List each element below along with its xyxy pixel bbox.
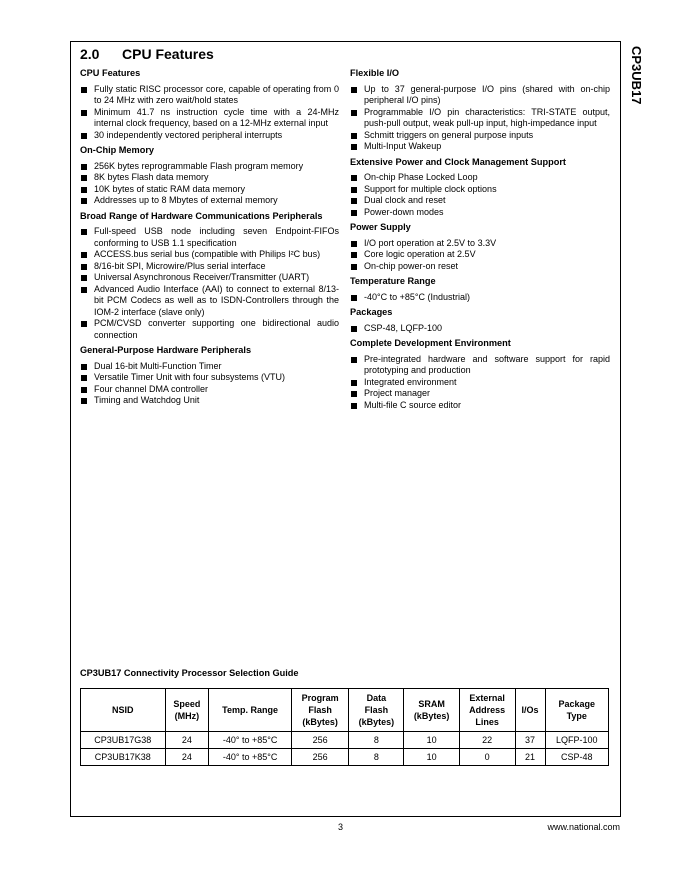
feature-item: Fully static RISC processor core, capable of operating from 0 to 24 MHz with zero wait/hold states [80, 84, 339, 107]
table-header-row [81, 689, 609, 732]
feature-item: -40°C to +85°C (Industrial) [350, 292, 610, 304]
table-header-cell: Data Flash (kBytes) [349, 689, 404, 732]
table-cell: 256 [292, 732, 349, 749]
feature-heading: Temperature Range [350, 276, 436, 286]
feature-item: Universal Asynchronous Receiver/Transmitter (UART) [80, 272, 339, 284]
feature-list [350, 84, 610, 153]
feature-item: Multi-Input Wakeup [350, 141, 610, 153]
feature-heading: Flexible I/O [350, 68, 400, 78]
feature-heading: Power Supply [350, 222, 411, 232]
table-header-cell: I/Os [515, 689, 545, 732]
table-header-cell: External Address Lines [459, 689, 515, 732]
feature-list [80, 161, 339, 207]
feature-list [350, 292, 610, 304]
page-number: 3 [338, 822, 344, 832]
feature-item: 8/16-bit SPI, Microwire/Plus serial interface [80, 261, 339, 273]
feature-item: Schmitt triggers on general purpose inputs [350, 130, 610, 142]
table-header-cell: NSID [81, 689, 166, 732]
feature-item: Power-down modes [350, 207, 610, 219]
feature-item: Support for multiple clock options [350, 184, 610, 196]
table-body [81, 732, 609, 766]
feature-item: PCM/CVSD converter supporting one bidirectional audio connection [80, 318, 339, 341]
feature-list [350, 238, 610, 273]
section-number: 2.0 [80, 46, 100, 62]
feature-list [80, 226, 339, 341]
feature-heading: Packages [350, 307, 393, 317]
table-cell: 8 [349, 749, 404, 766]
feature-item: I/O port operation at 2.5V to 3.3V [350, 238, 610, 250]
table-cell: 10 [404, 732, 459, 749]
table-cell: 10 [404, 749, 459, 766]
feature-item: Full-speed USB node including seven Endpoint-FIFOs conforming to USB 1.1 specification [80, 226, 339, 249]
table-cell: -40° to +85°C [209, 749, 292, 766]
feature-item: Timing and Watchdog Unit [80, 395, 339, 407]
feature-heading: Complete Development Environment [350, 338, 511, 348]
table-cell: LQFP-100 [545, 732, 608, 749]
table-cell: 256 [292, 749, 349, 766]
feature-heading: General-Purpose Hardware Peripherals [80, 345, 252, 355]
table-header-cell: Program Flash (kBytes) [292, 689, 349, 732]
table-cell: CSP-48 [545, 749, 608, 766]
feature-item: Pre-integrated hardware and software support for rapid prototyping and production [350, 354, 610, 377]
feature-item: On-chip power-on reset [350, 261, 610, 273]
table-header-cell: Speed (MHz) [165, 689, 209, 732]
feature-item: Dual clock and reset [350, 195, 610, 207]
feature-item: 8K bytes Flash data memory [80, 172, 339, 184]
table-header-cell: SRAM (kBytes) [404, 689, 459, 732]
feature-item: Four channel DMA controller [80, 384, 339, 396]
table-cell: 8 [349, 732, 404, 749]
feature-item: Programmable I/O pin characteristics: TRI-STATE output, push-pull output, weak pull-up input, high-impedance input [350, 107, 610, 130]
feature-item: 30 independently vectored peripheral interrupts [80, 130, 339, 142]
feature-list [80, 84, 339, 142]
feature-item: Project manager [350, 388, 610, 400]
section-title [80, 46, 214, 62]
feature-item: Dual 16-bit Multi-Function Timer [80, 361, 339, 373]
feature-heading: Extensive Power and Clock Management Support [350, 156, 566, 167]
side-title-text: CP3UB17 [629, 46, 644, 105]
feature-list [350, 354, 610, 412]
table-row [81, 749, 609, 766]
feature-item: Multi-file C source editor [350, 400, 610, 412]
table-cell: -40° to +85°C [209, 732, 292, 749]
table-cell: 21 [515, 749, 545, 766]
feature-list [350, 323, 610, 335]
feature-item: Minimum 41.7 ns instruction cycle time with a 24-MHz internal clock frequency, based on a 12-MHz external input [80, 107, 339, 130]
side-title [628, 46, 648, 105]
table-cell: 22 [459, 732, 515, 749]
left-column [80, 68, 339, 411]
feature-item: Integrated environment [350, 377, 610, 389]
table-cell: 24 [165, 732, 209, 749]
feature-heading: On-Chip Memory [80, 145, 155, 155]
table-cell: CP3UB17G38 [81, 732, 166, 749]
table-title: CP3UB17 Connectivity Processor Selection Guide [80, 668, 299, 678]
feature-item: On-chip Phase Locked Loop [350, 172, 610, 184]
feature-item: Up to 37 general-purpose I/O pins (shared with on-chip peripheral I/O pins) [350, 84, 610, 107]
feature-item: Versatile Timer Unit with four subsystems (VTU) [80, 372, 339, 384]
section-title-text: CPU Features [122, 46, 214, 62]
right-column [350, 68, 610, 415]
feature-heading: CPU Features [80, 68, 141, 78]
feature-item: 10K bytes of static RAM data memory [80, 184, 339, 196]
feature-list [350, 172, 610, 218]
table-header-cell: Temp. Range [209, 689, 292, 732]
table-cell: 0 [459, 749, 515, 766]
feature-item: ACCESS.bus serial bus (compatible with Philips I²C bus) [80, 249, 339, 261]
feature-item: Advanced Audio Interface (AAI) to connect to external 8/13-bit PCM Codecs as well as to ISDN-Controllers through the IOM-2 interface (slave only) [80, 284, 339, 319]
table-header-cell: Package Type [545, 689, 608, 732]
feature-item: 256K bytes reprogrammable Flash program memory [80, 161, 339, 173]
table-row [81, 732, 609, 749]
feature-item: Addresses up to 8 Mbytes of external memory [80, 195, 339, 207]
feature-item: CSP-48, LQFP-100 [350, 323, 610, 335]
table-cell: 24 [165, 749, 209, 766]
feature-item: Core logic operation at 2.5V [350, 249, 610, 261]
selection-guide-table [80, 688, 609, 766]
website-link[interactable]: www.national.com [547, 822, 620, 832]
table-cell: CP3UB17K38 [81, 749, 166, 766]
feature-list [80, 361, 339, 407]
feature-heading: Broad Range of Hardware Communications Peripherals [80, 210, 323, 221]
table-cell: 37 [515, 732, 545, 749]
